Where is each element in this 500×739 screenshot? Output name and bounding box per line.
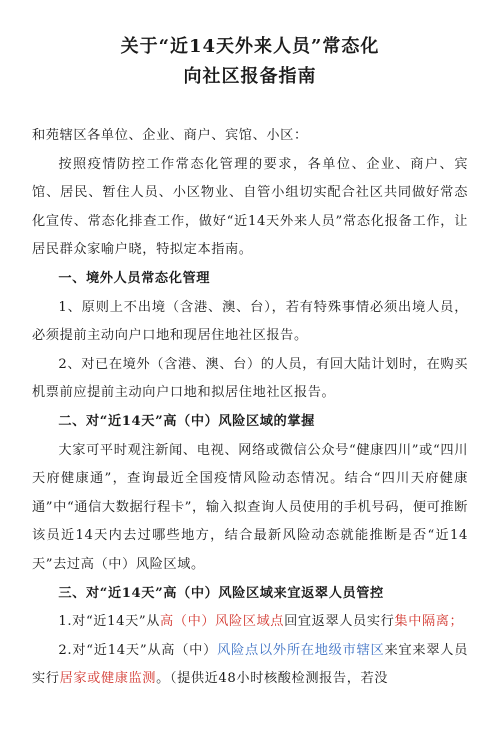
- s3p2-text-a: 2.对“近14天”从高（中）: [58, 642, 218, 658]
- section-1-heading: 一、境外人员常态化管理: [58, 270, 211, 286]
- section-1-paragraph-2: 2、对已在境外（含港、澳、台）的人员，有回大陆计划时，在购买机票前应提前主动向户口地和拟居住地社区报告。: [32, 356, 468, 401]
- s3p1-highlight-quarantine: 集中隔离；: [394, 614, 464, 630]
- section-3-heading: 三、对“近14天”高（中）风险区域来宜返翠人员管控: [58, 585, 384, 601]
- section-2-heading: 二、对“近14天”高（中）风险区域的掌握: [58, 413, 315, 429]
- document-body: [32, 122, 468, 694]
- title-line-1: 关于“近14天外来人员”常态化: [120, 36, 380, 57]
- s3p2-highlight-monitoring: 居家或健康监测: [59, 671, 157, 687]
- section-3-paragraph-1: [32, 608, 468, 637]
- intro-paragraph: 按照疫情防控工作常态化管理的要求，各单位、企业、商户、宾馆、居民、暂住人员、小区物业、自管小组切实配合社区共同做好常态化宣传、常态化排查工作，做好“近14天外来人员”常态化报备工作，让居民群众家喻户晓，特拟定本指南。: [32, 156, 468, 258]
- s3p1-text-a: 1.对“近14天”从: [58, 614, 160, 630]
- document-title: [32, 32, 468, 92]
- section-2-paragraph-1: 大家可平时观注新闻、电视、网络或微信公众号“健康四川”或“四川天府健康通”，查询最近全国疫情风险动态情况。结合“四川天府健康通”中“通信大数据行程卡”，输入拟查询人员使用的手机号码，便可推断该员近14天内去过哪些地方，结合最新风险动态就能推断是否“近14天”去过高（中）风险区域。: [32, 442, 468, 572]
- s3p1-highlight-high-risk: 高（中）风险区域点: [160, 614, 285, 630]
- section-1-paragraph-1: 1、原则上不出境（含港、澳、台），若有特殊事情必须出境人员，必须提前主动向户口地和现居住地社区报告。: [32, 299, 468, 344]
- s3p2-highlight-region: 风险点以外所在地级市辖区: [217, 642, 385, 658]
- s3p2-text-c: 来宜来翠人员实行: [32, 642, 468, 687]
- document-page: [0, 32, 500, 739]
- salutation: 和苑辖区各单位、企业、商户、宾馆、小区：: [32, 128, 308, 143]
- s3p1-text-c: 回宜返翠人员实行: [284, 614, 395, 630]
- s3p2-text-e: 。（提供近48小时核酸检测报告，若没: [156, 671, 389, 687]
- section-3-paragraph-2: [32, 637, 468, 694]
- title-line-2: 向社区报备指南: [183, 66, 317, 87]
